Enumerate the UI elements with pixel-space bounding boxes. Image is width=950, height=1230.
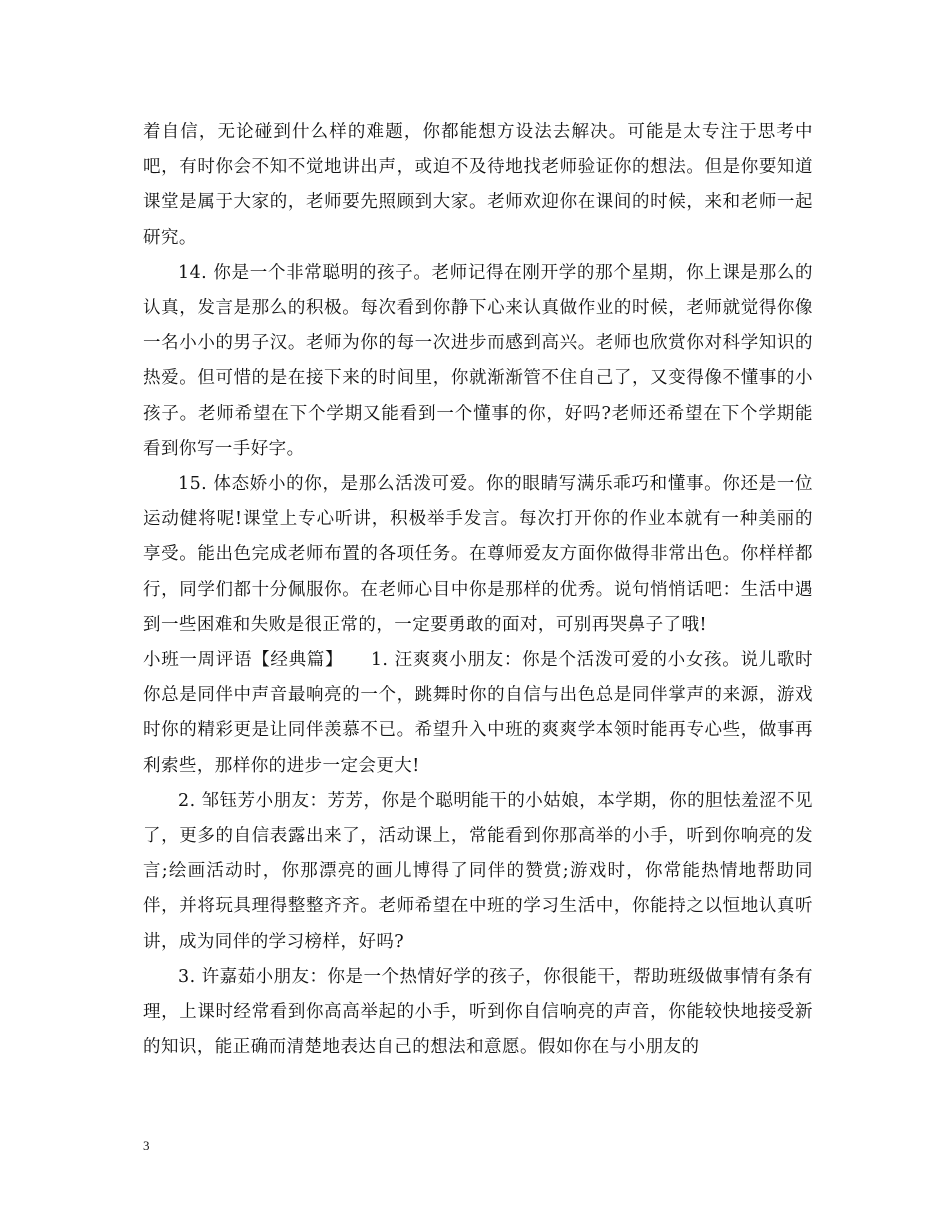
paragraph: 着自信，无论碰到什么样的难题，你都能想方设法去解决。可能是太专注于思考中吧，有时你会不知不觉地讲出声，或迫不及待地找老师验证你的想法。但是你要知道课堂是属于大家的，老师要先照顾到大家。老师欢迎你在课间的时候，来和老师一起研究。 xyxy=(143,122,813,248)
page-number: 3 xyxy=(143,1138,150,1153)
paragraph: 15. 体态娇小的你，是那么活泼可爱。你的眼睛写满乐乖巧和懂事。你还是一位运动健将呢!课堂上专心听讲，积极举手发言。每次打开你的作业本就有一种美丽的享受。能出色完成老师布置的各项任务。在尊师爱友方面你做得非常出色。你样样都行，同学们都十分佩服你。在老师心目中你是那样的优秀。说句悄悄话吧：生活中遇到一些困难和失败是很正常的，一定要勇敢的面对，可别再哭鼻子了哦! xyxy=(143,474,813,635)
paragraph: 2. 邹钰芳小朋友：芳芳，你是个聪明能干的小姑娘，本学期，你的胆怯羞涩不见了，更多的自信表露出来了，活动课上，常能看到你那高举的小手，听到你响亮的发言;绘画活动时，你那漂亮的画儿博得了同伴的赞赏;游戏时，你常能热情地帮助同伴，并将玩具理得整整齐齐。老师希望在中班的学习生活中，你能持之以恒地认真听讲，成为同伴的学习榜样，好吗? xyxy=(143,790,813,952)
paragraph: 小班一周评语【经典篇】 1. 汪爽爽小朋友：你是个活泼可爱的小女孩。说儿歌时你总是同伴中声音最响亮的一个，跳舞时你的自信与出色总是同伴掌声的来源，游戏时你的精彩更是让同伴羡慕不已。希望升入中班的爽爽学本领时能再专心些，做事再利索些，那样你的进步一定会更大! xyxy=(143,650,813,776)
paragraph: 3. 许嘉茹小朋友：你是一个热情好学的孩子，你很能干，帮助班级做事情有条有理，上课时经常看到你高高举起的小手，听到你自信响亮的声音，你能较快地接受新的知识，能正确而清楚地表达自己的想法和意愿。假如你在与小朋友的 xyxy=(143,966,813,1058)
document-body xyxy=(143,115,813,1065)
paragraph: 14. 你是一个非常聪明的孩子。老师记得在刚开学的那个星期，你上课是那么的认真，发言是那么的积极。每次看到你静下心来认真做作业的时候，老师就觉得你像一名小小的男子汉。老师为你的每一次进步而感到高兴。老师也欣赏你对科学知识的热爱。但可惜的是在接下来的时间里，你就渐渐管不住自己了，又变得像不懂事的小孩子。老师希望在下个学期又能看到一个懂事的你，好吗?老师还希望在下个学期能看到你写一手好字。 xyxy=(143,262,813,459)
